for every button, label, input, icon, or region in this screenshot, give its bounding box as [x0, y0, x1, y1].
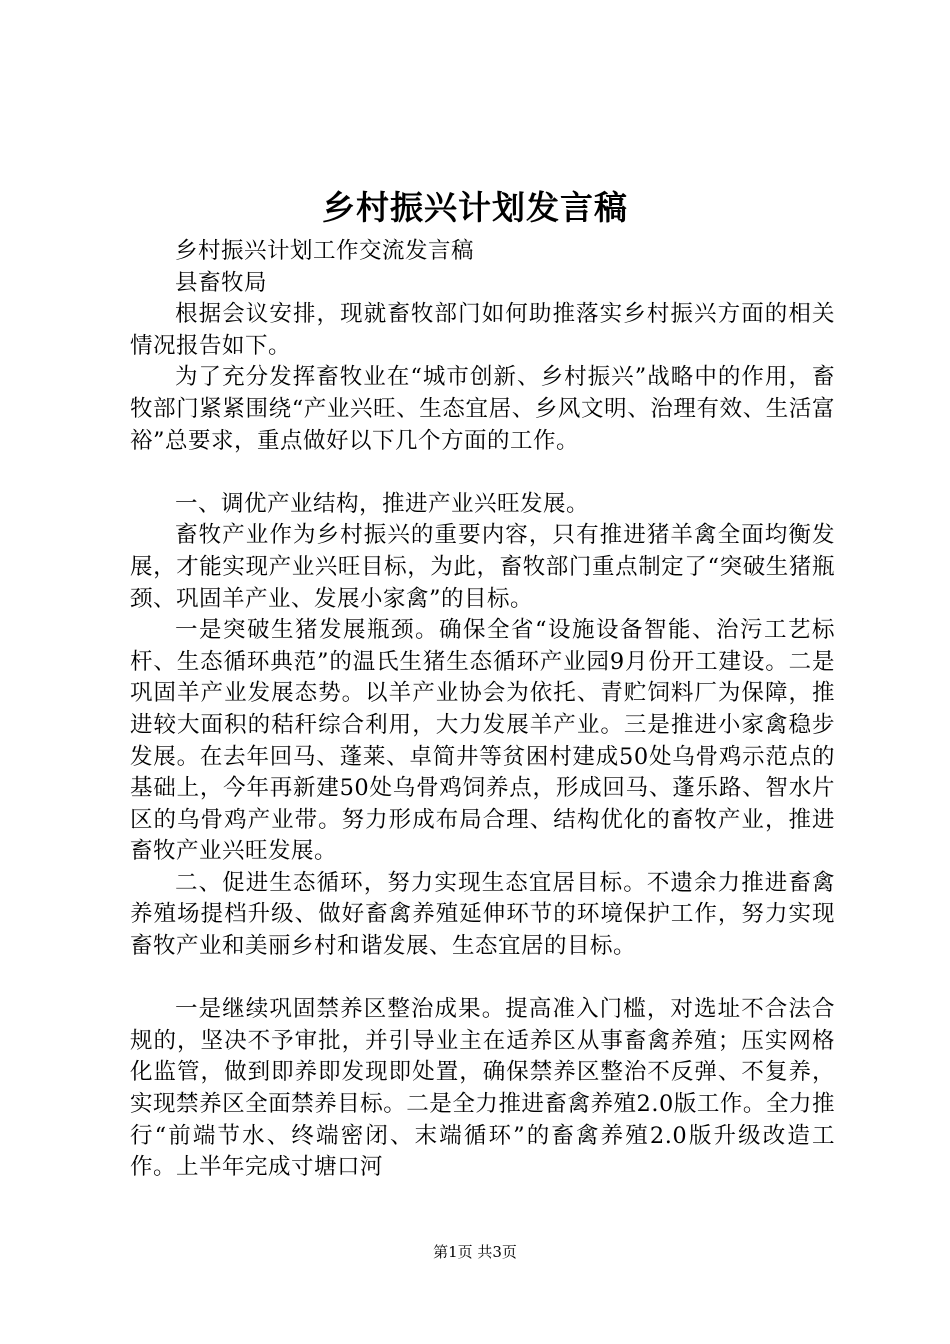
- document-body: [130, 236, 835, 1184]
- body-paragraph: 一是突破生猪发展瓶颈。确保全省“设施设备智能、治污工艺标杆、生态循环典范”的温氏生猪生态循环产业园9月份开工建设。二是巩固羊产业发展态势。以羊产业协会为依托、青贮饲料厂为保障，推进较大面积的秸秆综合利用，大力发展羊产业。三是推进小家禽稳步发展。在去年回马、蓬莱、卓简井等贫困村建成50处乌骨鸡示范点的基础上，今年再新建50处乌骨鸡饲养点，形成回马、蓬乐路、智水片区的乌骨鸡产业带。努力形成布局合理、结构优化的畜牧产业，推进畜牧产业兴旺发展。: [130, 617, 835, 865]
- body-paragraph: 为了充分发挥畜牧业在“城市创新、乡村振兴”战略中的作用，畜牧部门紧紧围绕“产业兴旺、生态宜居、乡风文明、治理有效、生活富裕”总要求，重点做好以下几个方面的工作。: [130, 364, 835, 454]
- subtitle-paragraph: 乡村振兴计划工作交流发言稿: [175, 238, 475, 264]
- author-paragraph: 县畜牧局: [175, 269, 268, 296]
- page-footer: 第1页 共3页: [433, 1243, 517, 1261]
- body-paragraph: 根据会议安排，现就畜牧部门如何助推落实乡村振兴方面的相关情况报告如下。: [130, 301, 835, 359]
- section-heading-paragraph: 一、调优产业结构，推进产业兴旺发展。: [175, 490, 590, 517]
- body-paragraph: 一是继续巩固禁养区整治成果。提高准入门槛，对选址不合法合规的，坚决不予审批，并引导业主在适养区从事畜禽养殖；压实网格化监管，做到即养即发现即处置，确保禁养区整治不反弹、不复养，实现禁养区全面禁养目标。二是全力推进畜禽养殖2.0版工作。全力推行“前端节水、终端密闭、末端循环”的畜禽养殖2.0版升级改造工作。上半年完成寸塘口河: [130, 996, 835, 1181]
- document-title: 乡村振兴计划发言稿: [322, 188, 628, 227]
- section-heading-paragraph: 二、促进生态循环，努力实现生态宜居目标。不遗余力推进畜禽养殖场提档升级、做好畜禽养殖延伸环节的环境保护工作，努力实现畜牧产业和美丽乡村和谐发展、生态宜居的目标。: [130, 869, 835, 960]
- body-paragraph: 畜牧产业作为乡村振兴的重要内容，只有推进猪羊禽全面均衡发展，才能实现产业兴旺目标，为此，畜牧部门重点制定了“突破生猪瓶颈、巩固羊产业、发展小家禽”的目标。: [130, 522, 835, 612]
